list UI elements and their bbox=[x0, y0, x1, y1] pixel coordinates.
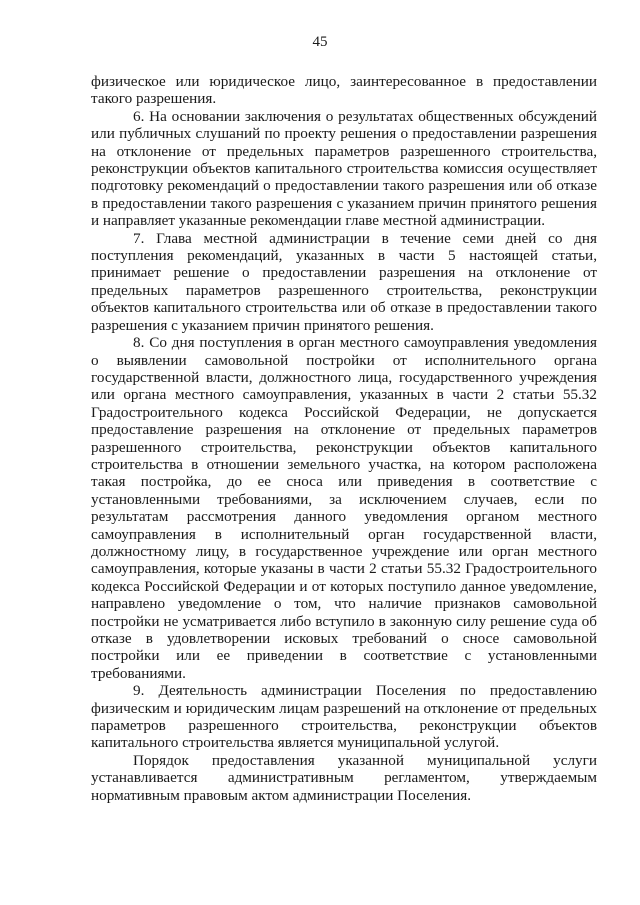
paragraph-continuation: физическое или юридическое лицо, заинтересованное в предоставлении такого разрешения. bbox=[91, 73, 597, 108]
paragraph-item-9: 9. Деятельность администрации Поселения по предоставлению физическим и юридическим лицам разрешений на отклонение от предельных параметров разрешенного строительства, реконструкции объектов капитального строительства является муниципальной услугой. bbox=[91, 682, 597, 752]
document-body bbox=[91, 73, 597, 804]
paragraph-item-7: 7. Глава местной администрации в течение семи дней со дня поступления рекомендаций, указанных в части 5 настоящей статьи, принимает решение о предоставлении разрешения на отклонение от предельных параметров разрешенного строительства, реконструкции объектов капитального строительства или об отказе в предоставлении такого разрешения с указанием причин принятого решения. bbox=[91, 229, 597, 334]
page-number: 45 bbox=[312, 34, 328, 50]
paragraph-item-8: 8. Со дня поступления в орган местного самоуправления уведомления о выявлении самовольной постройки от исполнительного органа государственной власти, должностного лица, государственного учреждения или органа местного самоуправления, указанных в части 2 статьи 55.32 Градостроительного кодекса Российской Федерации, не допускается предоставление разрешения на отклонение от предельных параметров разрешенного строительства, реконструкции объектов капитального строительства в отношении земельного участка, на котором расположена такая постройка, до ее сноса или приведения в соответствие с установленными требованиями, за исключением случаев, если по результатам рассмотрения данного уведомления органом местного самоуправления в исполнительный орган государственной власти, должностному лицу, в государственное учреждение или орган местного самоуправления, которые указаны в части 2 статьи 55.32 Градостроительного кодекса Российской Федерации и от которых поступило данное уведомление, направлено уведомление о том, что наличие признаков самовольной постройки не усматривается либо вступило в законную силу решение суда об отказе в удовлетворении исковых требований о сносе самовольной постройки или ее приведении в соответствие с установленными требованиями. bbox=[91, 334, 597, 682]
paragraph-item-6: 6. На основании заключения о результатах общественных обсуждений или публичных слушаний по проекту решения о предоставлении разрешения на отклонение от предельных параметров разрешенного строительства, реконструкции объектов капитального строительства комиссия осуществляет подготовку рекомендаций о предоставлении такого разрешения или об отказе в предоставлении такого разрешения с указанием причин принятого решения и направляет указанные рекомендации главе местной администрации. bbox=[91, 107, 597, 230]
paragraph-procedure: Порядок предоставления указанной муниципальной услуги устанавливается административным регламентом, утверждаемым нормативным правовым актом администрации Поселения. bbox=[91, 751, 597, 804]
